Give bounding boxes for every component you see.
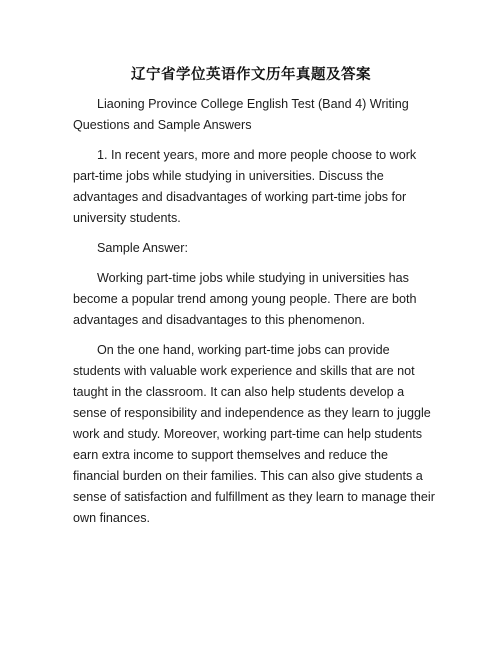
document-body: [73, 94, 437, 538]
question-1: 1. In recent years, more and more people choose to work part-time jobs while studying in universities. Discuss the advantages and disadvantages of working part-time jobs for university students.: [73, 148, 417, 225]
answer-paragraph-2: On the one hand, working part-time jobs can provide students with valuable work experience and skills that are not taught in the classroom. It can also help students develop a sense of responsibility and independence as they learn to juggle work and study. Moreover, working part-time can help students earn extra income to support themselves and reduce the financial burden on their families. This can also give students a sense of satisfaction and fulfillment as they learn to manage their own finances.: [73, 343, 435, 525]
answer-paragraph-1: Working part-time jobs while studying in universities has become a popular trend among young people. There are both advantages and disadvantages to this phenomenon.: [73, 271, 417, 327]
sample-answer-label: Sample Answer:: [97, 241, 188, 255]
document-subtitle: Liaoning Province College English Test (Band 4) Writing Questions and Sample Answers: [73, 97, 409, 132]
document-title: 辽宁省学位英语作文历年真题及答案: [131, 67, 371, 83]
